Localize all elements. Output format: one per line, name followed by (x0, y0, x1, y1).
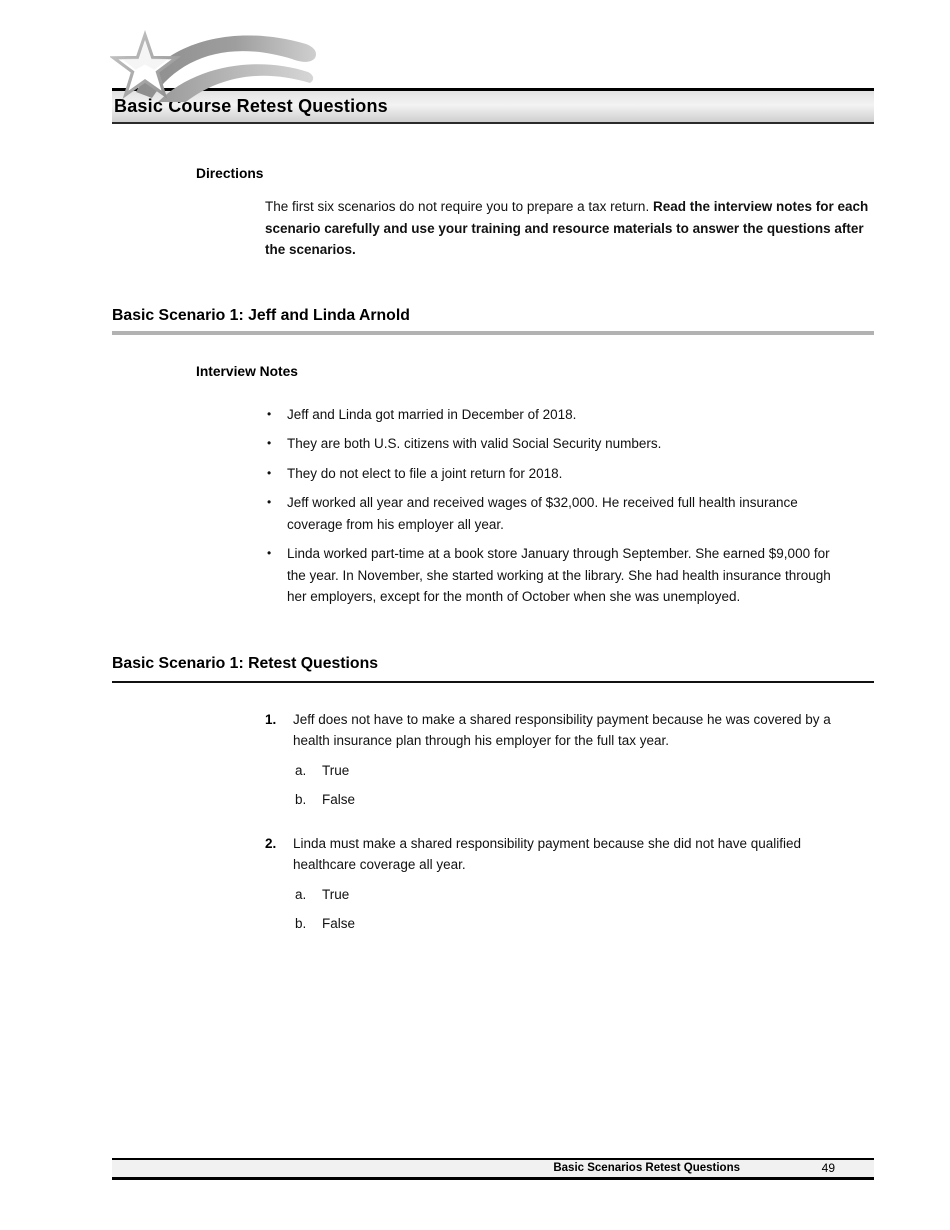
interview-notes-heading: Interview Notes (196, 363, 298, 379)
footer-label: Basic Scenarios Retest Questions (553, 1162, 740, 1174)
interview-note-text: Linda worked part-time at a book store January through September. She earned $9,000 for the year. In November, she started working at the library. She had health insurance through her employers, except for the month of October when she was unemployed. (287, 546, 831, 604)
directions-intro-bold: Read the interview notes for each scenario carefully and use your training and resource materials to answer the questions after the scenarios. (265, 199, 869, 257)
page-title: Basic Course Retest Questions (114, 96, 388, 116)
bullet-icon: • (267, 406, 272, 421)
question-body (293, 709, 850, 811)
question-item (265, 833, 850, 935)
answer-option (295, 913, 850, 935)
interview-note-text: They do not elect to file a joint return for 2018. (287, 465, 563, 481)
interview-note-item (267, 404, 852, 426)
interview-note-text: Jeff worked all year and received wages of $32,000. He received full health insurance coverage from his employer all year. (287, 495, 798, 532)
star-swoosh-logo-icon (110, 28, 320, 102)
page-footer (112, 1158, 874, 1180)
answer-option-label: True (322, 886, 350, 902)
question-text: Jeff does not have to make a shared responsibility payment because he was covered by a health insurance plan through his employer for the full tax year. (293, 711, 831, 748)
directions-intro: The first six scenarios do not require you to prepare a tax return. (265, 199, 653, 214)
interview-note-text: Jeff and Linda got married in December of 2018. (287, 406, 577, 422)
answer-option (295, 760, 850, 782)
scenario-heading: Basic Scenario 1: Jeff and Linda Arnold (112, 307, 874, 335)
directions-heading: Directions (196, 166, 264, 181)
answer-option-letter: b. (295, 916, 307, 931)
directions-paragraph (265, 196, 869, 261)
answer-option (295, 789, 850, 811)
answer-option (295, 884, 850, 906)
interview-note-text: They are both U.S. citizens with valid Social Security numbers. (287, 436, 662, 451)
interview-notes-list (267, 404, 852, 608)
interview-note-item (267, 463, 852, 485)
bullet-icon: • (267, 436, 272, 450)
answer-option-letter: a. (295, 886, 307, 902)
interview-note-item (267, 433, 852, 455)
bullet-icon: • (267, 546, 272, 560)
question-number: 2. (265, 835, 277, 851)
page-content (112, 127, 874, 935)
interview-note-item (267, 543, 852, 608)
answer-option-label: True (322, 762, 350, 778)
answer-option-label: False (322, 792, 356, 807)
bullet-icon: • (267, 465, 272, 480)
answer-option-letter: a. (295, 762, 307, 778)
answer-option-label: False (322, 916, 356, 931)
answer-option-letter: b. (295, 792, 307, 807)
bullet-icon: • (267, 495, 272, 509)
interview-note-item (267, 492, 852, 535)
question-item (265, 709, 850, 811)
question-number: 1. (265, 711, 277, 727)
footer-page-number: 49 (821, 1161, 835, 1175)
retest-heading: Basic Scenario 1: Retest Questions (112, 655, 874, 683)
question-text: Linda must make a shared responsibility payment because she did not have qualified healthcare coverage all year. (293, 835, 802, 872)
retest-questions (265, 709, 850, 935)
question-body (293, 833, 850, 935)
